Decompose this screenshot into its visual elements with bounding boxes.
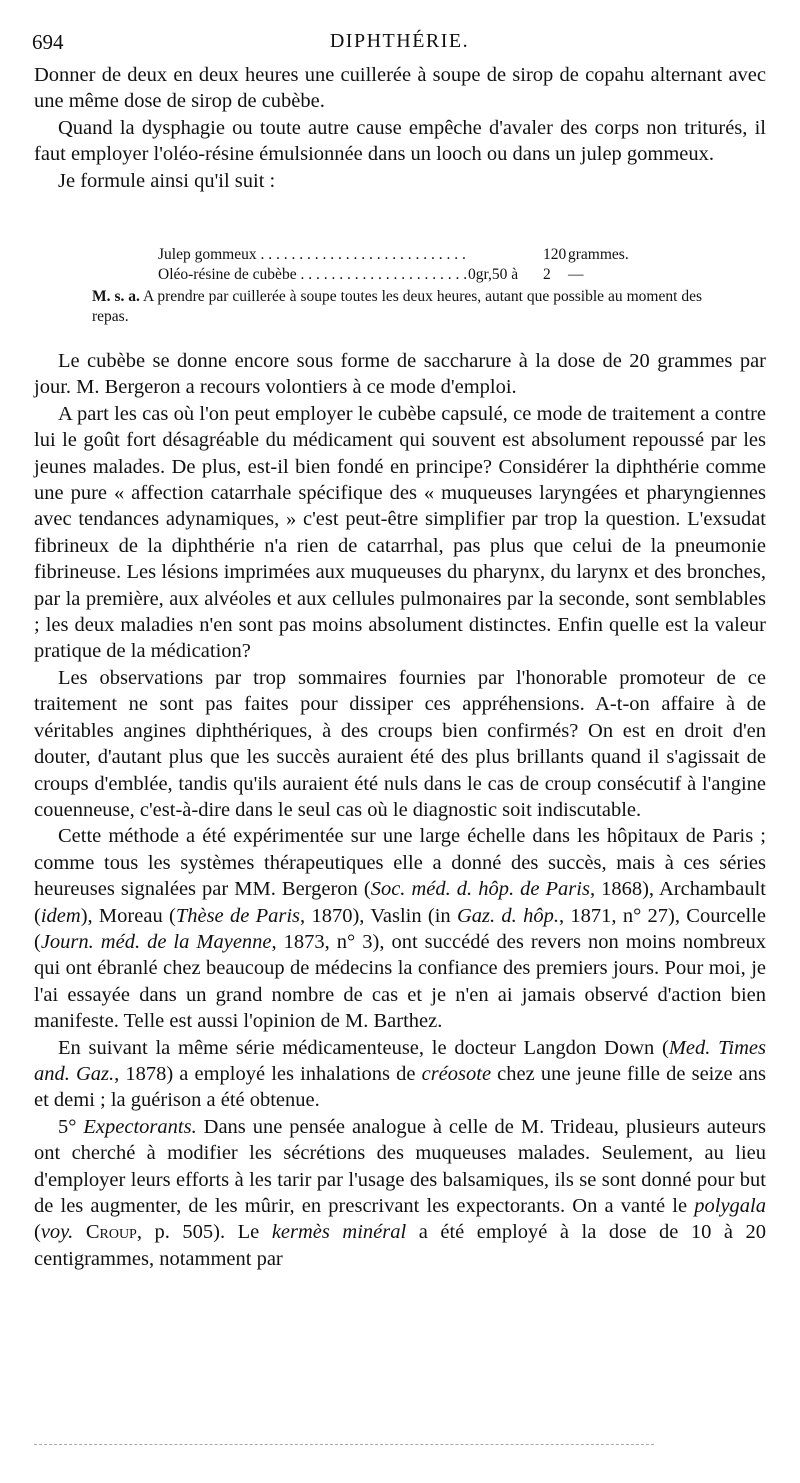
formula-quantity: 120 [543,246,567,263]
paragraph: Les observations par trop sommaires fournies par l'honorable promoteur de ce traitement ne sont pas faites pour dissiper ces appréhensions. A-t-on affaire à de véritables angines diphthériques, à des croups bien confirmés? On est en droit d'en douter, d'autant plus que les succès auraient été des plus brillants quand il s'agissait de croups d'emblée, tandis qu'ils auraient été nuls dans le cas de croup consécutif à l'angine couenneuse, c'est-à-dire dans le seul cas où le diagnostic soit indiscutable. [34,666,766,821]
citation: idem [40,904,81,927]
paragraph: Donner de deux en deux heures une cuillerée à soupe de sirop de copahu alternant avec une même dose de sirop de cubèbe. [34,64,766,113]
prescription-instructions [92,287,702,327]
cross-reference: Croup [85,1221,137,1244]
formula-quantity: 2 [543,266,551,283]
citation: Thèse de Paris [175,904,301,927]
formula [158,245,629,285]
section-number: 5° [58,1115,77,1138]
footer-rule [34,1444,654,1445]
formula-row [158,265,584,285]
citation: Soc. méd. d. hôp. de Paris [370,878,590,901]
citation: Gaz. d. hôp. [456,904,559,927]
formula-row [158,245,629,265]
prescription-text: A prendre par cuillerée à soupe toutes les deux heures, autant que possible au moment des repas. [92,288,702,325]
paragraph: Quand la dysphagie ou toute autre cause empêche d'avaler des corps non triturés, il faut employer l'oléo-résine émulsionnée dans un looch ou dans un julep gommeux. [34,116,766,166]
formula-ingredient: Oléo-résine de cubèbe . . . [158,265,468,285]
prescription-abbreviation: M. s. a. [92,288,140,305]
paragraph: A part les cas où l'on peut employer le cubèbe capsulé, ce mode de traitement a contre lui le goût fort désagréable du médicament qui souvent est absolument repoussé par les jeunes malades. De plus, est-il bien fondé en principe? Considérer la diphthérie comme une pure « affection catarrhale spécifique des « muqueuses laryngées et pharyngiennes avec tendances adynamiques, » c'est peut-être simplifier par trop la question. L'exsudat fibrineux de la diphthérie n'a rien de catarrhal, pas plus que celui de la pneumonie fibrineuse. Les lésions imprimées aux muqueuses du pharynx, du larynx et des bronches, par la première, aux alvéoles et aux cellules pulmonaires par la seconde, sont semblables ; les deux maladies n'en sont pas moins absolument distinctes. Enfin quelle est la valeur pratique de la médication? [34,402,766,663]
text-block-top [34,62,766,194]
paragraph: Le cubèbe se donne encore sous forme de saccharure à la dose de 20 grammes par jour. M. Bergeron a recours volontiers à ce mode d'emploi. [34,350,766,399]
paragraph: Je formule ainsi qu'il suit : [58,169,276,192]
running-title: DIPHTHÉRIE. [329,30,470,52]
emphasis: polygala [694,1195,766,1217]
page-number: 694 [32,30,64,54]
formula-unit: grammes. [568,246,629,263]
formula-unit: — [568,266,584,283]
formula-dose: 0gr,50 à [468,266,519,283]
paragraph: Cette méthode a été expérimentée sur une large échelle dans les hôpitaux de Paris ; comme tous les systèmes thérapeutiques elle a donné des succès, mais à ces séries heureuses signalées par MM. Bergeron (Soc. méd. d. hôp. de Paris, 1868), Archambault (idem), Moreau (Thèse de Paris, 1870), Vaslin (in Gaz. d. hôp., 1871, n° 27), Courcelle (Journ. méd. de la Mayenne, 1873, n° 3), ont succédé des revers non moins nombreux qui ont ébranlé chez beaucoup de médecins la confiance des premiers jours. Pour moi, je l'ai essayée dans un grand nombre de cas et je n'en ai jamais observé d'action bien manifeste. Telle est aussi l'opinion de M. Barthez. [34,825,766,1033]
section-title: Expectorants. [83,1115,197,1138]
formula-ingredient: Julep gommeux . . . [158,245,468,265]
paragraph: 5° Expectorants. Dans une pensée analogue à celle de M. Trideau, plusieurs auteurs ont cherché à modifier les sécrétions des muqueuses malades. Seulement, au lieu d'employer leurs efforts à les tarir par l'usage des balsamiques, ils se sont donné pour but de les augmenter, de les mûrir, en prescrivant les expectorants. On a vanté le polygala (voy. Croup, p. 505). Le kermès minéral a été employé à la dose de 10 à 20 centigrammes, notamment par [34,1115,767,1270]
citation: Med. Times and. Gaz. [34,1036,766,1085]
emphasis: kermès minéral [271,1221,407,1244]
running-header [32,30,767,58]
paragraph: En suivant la même série médicamenteuse, le docteur Langdon Down (Med. Times and. Gaz., 1878) a employé les inhalations de créosote chez une jeune fille de seize ans et demi ; la guérison a été obtenue. [34,1036,766,1112]
text-block-main [34,348,766,1272]
citation: Journ. méd. de la Mayenne [40,930,272,953]
emphasis: créosote [421,1062,492,1085]
